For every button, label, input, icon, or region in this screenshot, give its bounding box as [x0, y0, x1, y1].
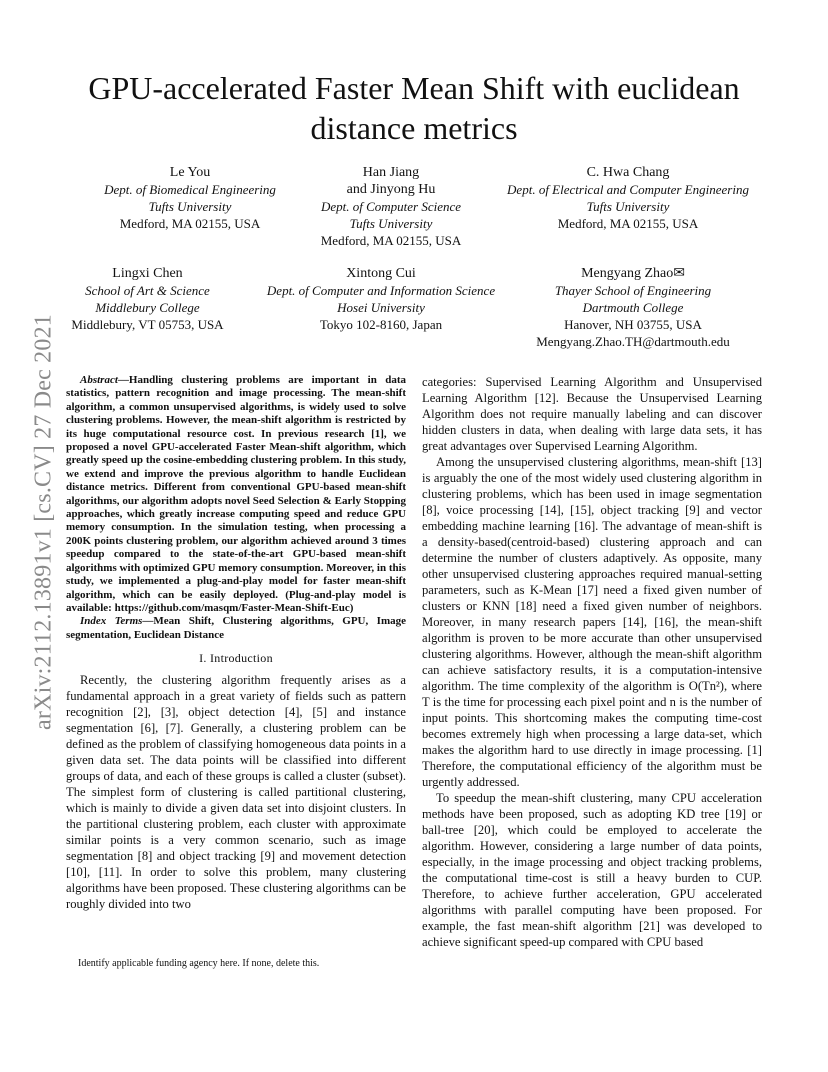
author-address: Medford, MA 02155, USA [320, 233, 462, 248]
author-affiliation: Dept. of Biomedical Engineering [104, 182, 276, 197]
author-affiliation: Tufts University [586, 199, 670, 214]
author-address: Tokyo 102-8160, Japan [319, 317, 443, 332]
author-block [80, 164, 300, 232]
author-affiliation: Hosei University [337, 300, 425, 315]
author-address: Medford, MA 02155, USA [557, 216, 699, 231]
author-address: Middlebury, VT 05753, USA [71, 317, 224, 332]
author-block [520, 265, 746, 350]
author-name: C. Hwa Chang [586, 165, 670, 180]
index-terms-text: —Mean Shift, Clustering algorithms, GPU, Image segmentation, Euclidean Distance [66, 615, 406, 641]
author-affiliation: School of Art & Science [85, 283, 210, 298]
arxiv-stamp [24, 285, 64, 760]
author-block [296, 164, 486, 249]
footnote: Identify applicable funding agency here. If none, delete this. [78, 958, 320, 969]
paper-title: GPU-accelerated Faster Mean Shift with euclidean distance metrics [88, 70, 740, 146]
author-name: Xintong Cui [346, 266, 416, 281]
author-email: Mengyang.Zhao.TH@dartmouth.edu [536, 334, 730, 349]
author-name: Lingxi Chen [112, 266, 183, 281]
author-address: Medford, MA 02155, USA [119, 216, 261, 231]
author-block [50, 265, 245, 333]
author-name: and Jinyong Hu [346, 182, 436, 197]
author-affiliation: Tufts University [349, 216, 433, 231]
author-affiliation: Tufts University [148, 199, 232, 214]
author-name: Han Jiang [362, 165, 420, 180]
author-affiliation: Thayer School of Engineering [554, 283, 712, 298]
abstract-text: —Handling clustering problems are important in data statistics, pattern recognition and image processing. The mean-shift algorithm, a common unsupervised algorithms, is widely used to solve clustering problems. However, the mean-shift algorithm is restricted by its huge computational resource cost. In previous research [1], we proposed a novel GPU-accelerated Faster Mean-shift algorithm, which greatly speed up the cosine-embedding clustering problem. In this study, we extend and improve the previous algorithm to handle Euclidean distance metrics. Different from conventional GPU-based mean-shift algorithms, our algorithm adopts novel Seed Selection & Early Stopping approaches, which greatly increase computing speed and reduce GPU memory consumption. In the simulation testing, when processing a 200K points clustering problem, our algorithm achieved around 3 times speedup compared to the state-of-the-art GPU-based mean-shift algorithms with optimized GPU memory consumption. Moreover, in this study, we implemented a plug-and-play model for faster mean-shift algorithm, which can be easily deployed. (Plug-and-play model is available: https://github.com/masqm/Faster-Mean-Shift-Euc) [66, 374, 406, 614]
author-affiliation: Dept. of Computer Science [320, 199, 462, 214]
left-column [66, 374, 406, 912]
author-address: Hanover, NH 03755, USA [564, 317, 702, 332]
section-heading: I. Introduction [199, 651, 273, 666]
author-name: Mengyang Zhao✉ [581, 266, 685, 281]
right-column [422, 374, 762, 950]
intro-paragraph: Recently, the clustering algorithm frequently arises as a fundamental approach in a great variety of fields such as pattern recognition [2], [3], object detection [4], [5] and instance segmentation [6], [7]. Generally, a clustering problem can be defined as the problem of classifying homogeneous data points in a given data set. The data points will be classified into different groups of data, and each of these groups is called a cluster (subset). The simplest form of clustering is called partitional clustering, which is mainly to divide a given data set into disjoint clusters. In the partitional clustering problem, each cluster with approximate similar points is a very common scenario, such as image segmentation [8] and object tracking [9] and movement detection [10], [11]. In order to solve this problem, many clustering algorithms have been proposed. These clustering algorithms can be roughly divided into two [66, 673, 406, 912]
body-paragraph: To speedup the mean-shift clustering, many CPU acceleration methods have been proposed, such as adopting KD tree [19] or ball-tree [20], which could be employed to accelerate the algorithm. However, considering a large number of data points, especially, in the image processing and object tracking problems, the computational time-cost is still a heavy burden to CUP. Therefore, to achieve further acceleration, GPU accelerated algorithms with parallel computing have been proposed. For example, the fast mean-shift algorithm [21] was developed to achieve significant speed-up compared with CPU based [422, 791, 762, 949]
index-terms [66, 615, 406, 642]
index-terms-label: Index Terms [80, 615, 143, 628]
author-affiliation: Dept. of Electrical and Computer Engineering [507, 182, 749, 197]
author-affiliation: Dartmouth College [582, 300, 684, 315]
abstract [66, 374, 406, 615]
body-paragraph: Among the unsupervised clustering algorithms, mean-shift [13] is arguably the one of the most widely used clustering algorithm in clustering problems, which has been used in image segmentation [8], voice processing [14], [15], object tracking [9] and vector embedding machine learning [16]. The advantage of mean-shift is a density-based(centroid-based) clustering approach and can determine the number of clusters adaptively. As opposite, many other unsupervised clustering approaches required manual-setting parameters, such as K-Mean [17] need a fixed given number of clusters or KNN [18] need a fixed given number of neighbors. Moreover, in many research papers [14], [16], the mean-shift algorithm is proven to be more accurate than other unsupervised clustering algorithms. However, although the mean-shift algorithm can achieve satisfactory results, it is a computation-intensive algorithm. The time complexity of the algorithm is O(Tn²), where T is the time for processing each pixel point and n is the number of input points. This shortcoming makes the computing time-cost becomes extremely high when processing a large data-set, which makes the algorithm hard to use directly in image processing. [1] Therefore, the computational efficiency of the algorithm must be urgently addressed. [422, 455, 762, 789]
author-affiliation: Dept. of Computer and Information Science [266, 283, 496, 298]
arxiv-stamp-text: arXiv:2112.13891v1 [cs.CV] 27 Dec 2021 [30, 314, 57, 730]
abstract-label: Abstract [80, 374, 118, 386]
author-affiliation: Middlebury College [95, 300, 200, 315]
author-name: Le You [169, 165, 211, 180]
author-block [250, 265, 512, 333]
body-paragraph: categories: Supervised Learning Algorithm and Unsupervised Learning Algorithm [12]. Because the Unsupervised Learning Algorithm does not require manually labeling and can discover hidden clusters in data, when dealing with large data sets, it has great advantages over Supervised Learning Algorithm. [422, 375, 762, 453]
author-block [492, 164, 764, 232]
